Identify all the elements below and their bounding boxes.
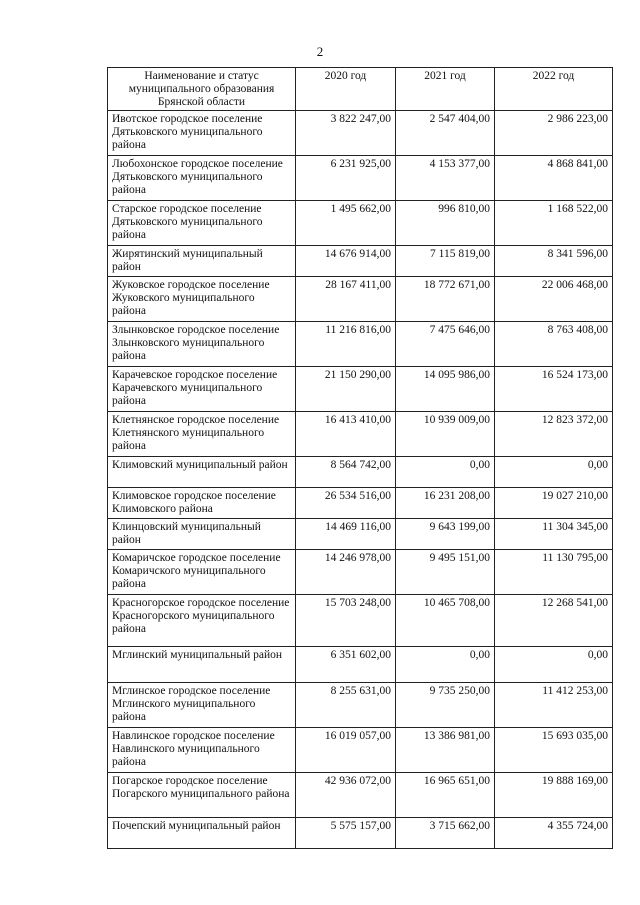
- value-2021-cell: 7 475 646,00: [396, 322, 495, 367]
- table-row: [108, 550, 613, 595]
- value-2022-cell: 19 027 210,00: [495, 488, 613, 519]
- value-2020-cell: 16 019 057,00: [296, 728, 396, 773]
- value-2020-cell: 26 534 516,00: [296, 488, 396, 519]
- value-2022-cell: 8 763 408,00: [495, 322, 613, 367]
- value-2022-cell: 8 341 596,00: [495, 246, 613, 277]
- table-row: [108, 683, 613, 728]
- value-2021-cell: 14 095 986,00: [396, 367, 495, 412]
- value-2020-cell: 21 150 290,00: [296, 367, 396, 412]
- value-2022-cell: 15 693 035,00: [495, 728, 613, 773]
- value-2022-cell: 4 868 841,00: [495, 156, 613, 201]
- value-2022-cell: 22 006 468,00: [495, 277, 613, 322]
- value-2021-cell: 996 810,00: [396, 201, 495, 246]
- header-2022: 2022 год: [495, 68, 613, 111]
- value-2020-cell: 3 822 247,00: [296, 111, 396, 156]
- value-2020-cell: 5 575 157,00: [296, 818, 396, 849]
- municipality-name-cell: Клинцовский муниципальный район: [108, 519, 296, 550]
- value-2020-cell: 8 255 631,00: [296, 683, 396, 728]
- page-number: 2: [316, 44, 324, 59]
- table-row: [108, 111, 613, 156]
- value-2022-cell: 12 823 372,00: [495, 412, 613, 457]
- table-body: [108, 111, 613, 849]
- municipality-name-cell: Климовский муниципальный район: [108, 457, 296, 488]
- value-2021-cell: 10 939 009,00: [396, 412, 495, 457]
- value-2021-cell: 0,00: [396, 647, 495, 683]
- municipality-name-cell: Ивотское городское поселение Дятьковского муниципального района: [108, 111, 296, 156]
- value-2020-cell: 42 936 072,00: [296, 773, 396, 818]
- value-2020-cell: 6 351 602,00: [296, 647, 396, 683]
- value-2020-cell: 6 231 925,00: [296, 156, 396, 201]
- table-row: [108, 201, 613, 246]
- table-row: [108, 412, 613, 457]
- value-2021-cell: 18 772 671,00: [396, 277, 495, 322]
- municipality-name-cell: Клетнянское городское поселение Клетнянского муниципального района: [108, 412, 296, 457]
- value-2020-cell: 15 703 248,00: [296, 595, 396, 647]
- table-row: [108, 647, 613, 683]
- municipality-name-cell: Мглинский муниципальный район: [108, 647, 296, 683]
- table-row: [108, 818, 613, 849]
- value-2020-cell: 14 246 978,00: [296, 550, 396, 595]
- value-2021-cell: 16 231 208,00: [396, 488, 495, 519]
- municipality-name-cell: Любохонское городское поселение Дятьковского муниципального района: [108, 156, 296, 201]
- value-2021-cell: 9 735 250,00: [396, 683, 495, 728]
- value-2022-cell: 11 130 795,00: [495, 550, 613, 595]
- municipality-name-cell: Климовское городское поселение Климовского района: [108, 488, 296, 519]
- municipality-name-cell: Почепский муниципальный район: [108, 818, 296, 849]
- table-row: [108, 488, 613, 519]
- table-row: [108, 277, 613, 322]
- municipality-name-cell: Погарское городское поселение Погарского муниципального района: [108, 773, 296, 818]
- value-2021-cell: 9 495 151,00: [396, 550, 495, 595]
- value-2022-cell: 1 168 522,00: [495, 201, 613, 246]
- value-2022-cell: 16 524 173,00: [495, 367, 613, 412]
- table-row: [108, 246, 613, 277]
- table-row: [108, 595, 613, 647]
- value-2022-cell: 11 304 345,00: [495, 519, 613, 550]
- header-name: Наименование и статус муниципального образования Брянской области: [108, 68, 296, 111]
- table-header-row: [108, 68, 613, 111]
- budget-table: [107, 67, 613, 849]
- municipality-name-cell: Жирятинский муниципальный район: [108, 246, 296, 277]
- value-2021-cell: 13 386 981,00: [396, 728, 495, 773]
- value-2020-cell: 16 413 410,00: [296, 412, 396, 457]
- municipality-name-cell: Мглинское городское поселение Мглинского муниципального района: [108, 683, 296, 728]
- value-2021-cell: 16 965 651,00: [396, 773, 495, 818]
- table-row: [108, 519, 613, 550]
- value-2021-cell: 0,00: [396, 457, 495, 488]
- value-2021-cell: 2 547 404,00: [396, 111, 495, 156]
- value-2020-cell: 14 469 116,00: [296, 519, 396, 550]
- value-2020-cell: 11 216 816,00: [296, 322, 396, 367]
- table-row: [108, 322, 613, 367]
- value-2022-cell: 2 986 223,00: [495, 111, 613, 156]
- header-2020: 2020 год: [296, 68, 396, 111]
- header-2021: 2021 год: [396, 68, 495, 111]
- value-2022-cell: 4 355 724,00: [495, 818, 613, 849]
- value-2021-cell: 3 715 662,00: [396, 818, 495, 849]
- table-row: [108, 156, 613, 201]
- municipality-name-cell: Комаричское городское поселение Комаричского муниципального района: [108, 550, 296, 595]
- table-row: [108, 728, 613, 773]
- value-2021-cell: 7 115 819,00: [396, 246, 495, 277]
- municipality-name-cell: Жуковское городское поселение Жуковского муниципального района: [108, 277, 296, 322]
- value-2020-cell: 14 676 914,00: [296, 246, 396, 277]
- value-2022-cell: 0,00: [495, 647, 613, 683]
- municipality-name-cell: Красногорское городское поселение Красногорского муниципального района: [108, 595, 296, 647]
- value-2021-cell: 10 465 708,00: [396, 595, 495, 647]
- value-2022-cell: 12 268 541,00: [495, 595, 613, 647]
- municipality-name-cell: Старское городское поселение Дятьковского муниципального района: [108, 201, 296, 246]
- table-row: [108, 457, 613, 488]
- municipality-name-cell: Злынковское городское поселение Злынковского муниципального района: [108, 322, 296, 367]
- table-row: [108, 367, 613, 412]
- value-2020-cell: 28 167 411,00: [296, 277, 396, 322]
- value-2020-cell: 8 564 742,00: [296, 457, 396, 488]
- value-2021-cell: 9 643 199,00: [396, 519, 495, 550]
- table-row: [108, 773, 613, 818]
- value-2022-cell: 19 888 169,00: [495, 773, 613, 818]
- value-2022-cell: 0,00: [495, 457, 613, 488]
- value-2021-cell: 4 153 377,00: [396, 156, 495, 201]
- value-2020-cell: 1 495 662,00: [296, 201, 396, 246]
- municipality-name-cell: Навлинское городское поселение Навлинского муниципального района: [108, 728, 296, 773]
- municipality-name-cell: Карачевское городское поселение Карачевского муниципального района: [108, 367, 296, 412]
- value-2022-cell: 11 412 253,00: [495, 683, 613, 728]
